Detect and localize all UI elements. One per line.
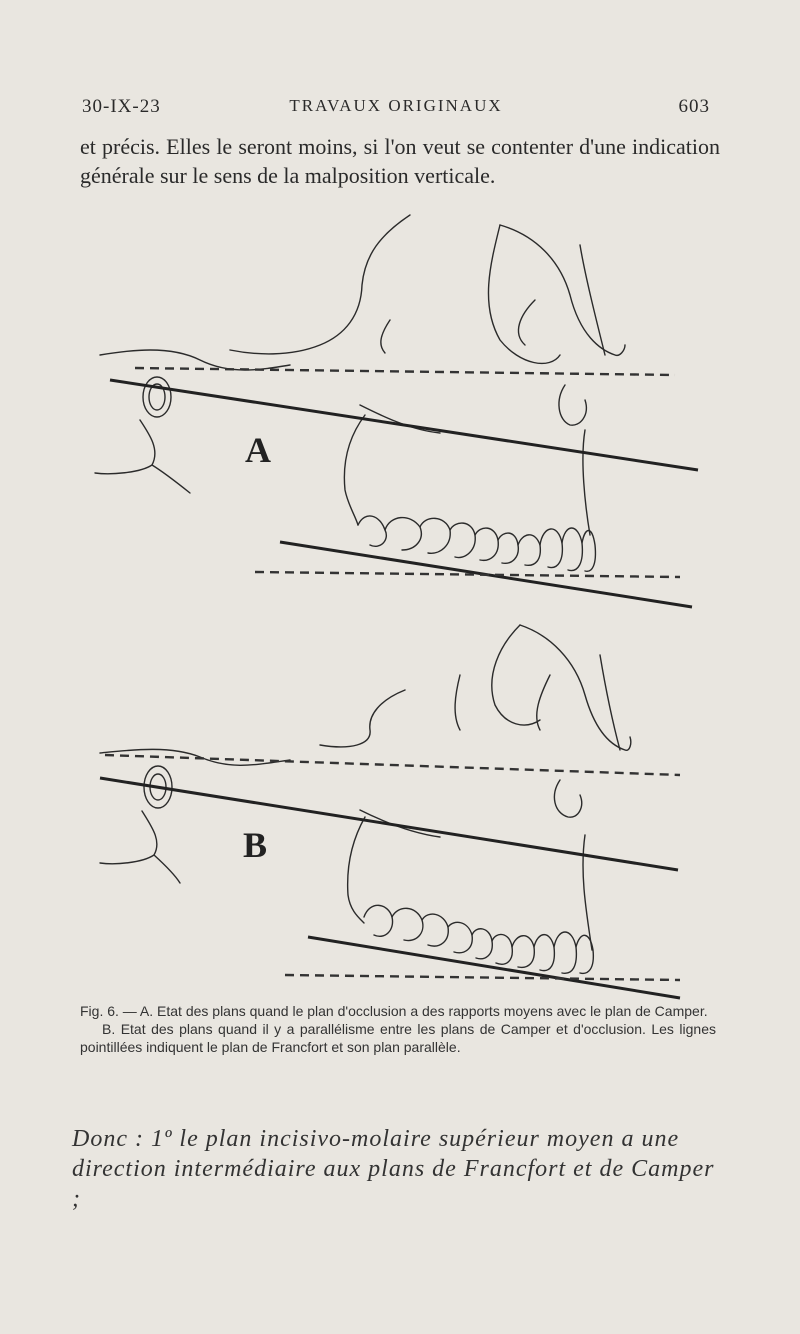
intro-paragraph: [80, 132, 720, 190]
caption-part-b: B. Etat des plans quand il y a parallélisme entre les plans de Camper et d'occlusion. Les lignes pointillées indiquent le plan de Francfort et son plan parallèle.: [80, 1021, 716, 1055]
camper-plane-b: [100, 778, 678, 870]
figure-6: [80, 205, 720, 1000]
header-section-title: TRAVAUX ORIGINAUX: [289, 96, 503, 115]
running-head: [82, 96, 710, 126]
drawing-b: [100, 625, 680, 998]
figure-label-b: B: [243, 825, 268, 865]
frankfort-line-b: [105, 755, 680, 775]
caption-part-a: Fig. 6. — A. Etat des plans quand le plan d'occlusion a des rapports moyens avec le plan de Camper.: [80, 1003, 708, 1019]
camper-plane-a: [110, 380, 698, 470]
skull-profiles-illustration: [80, 205, 720, 1000]
frankfort-parallel-b: [285, 975, 680, 980]
header-date: 30-IX-23: [82, 96, 161, 117]
conclusion-text: Donc : 1º le plan incisivo-molaire supérieur moyen a une direction intermédiaire aux plans de Francfort et de Camper ;: [72, 1126, 715, 1212]
occlusal-plane-b: [308, 937, 680, 998]
page-number: 603: [678, 96, 710, 117]
frankfort-line-a: [135, 368, 675, 375]
intro-text: et précis. Elles le seront moins, si l'on veut se contenter d'une indication générale sur le sens de la malposition verticale.: [80, 134, 720, 188]
figure-caption: [80, 1002, 716, 1056]
figure-label-a: A: [245, 430, 271, 470]
drawing-a: [95, 215, 698, 607]
ear-outline-a: [143, 377, 171, 417]
conclusion-paragraph: [72, 1124, 722, 1214]
